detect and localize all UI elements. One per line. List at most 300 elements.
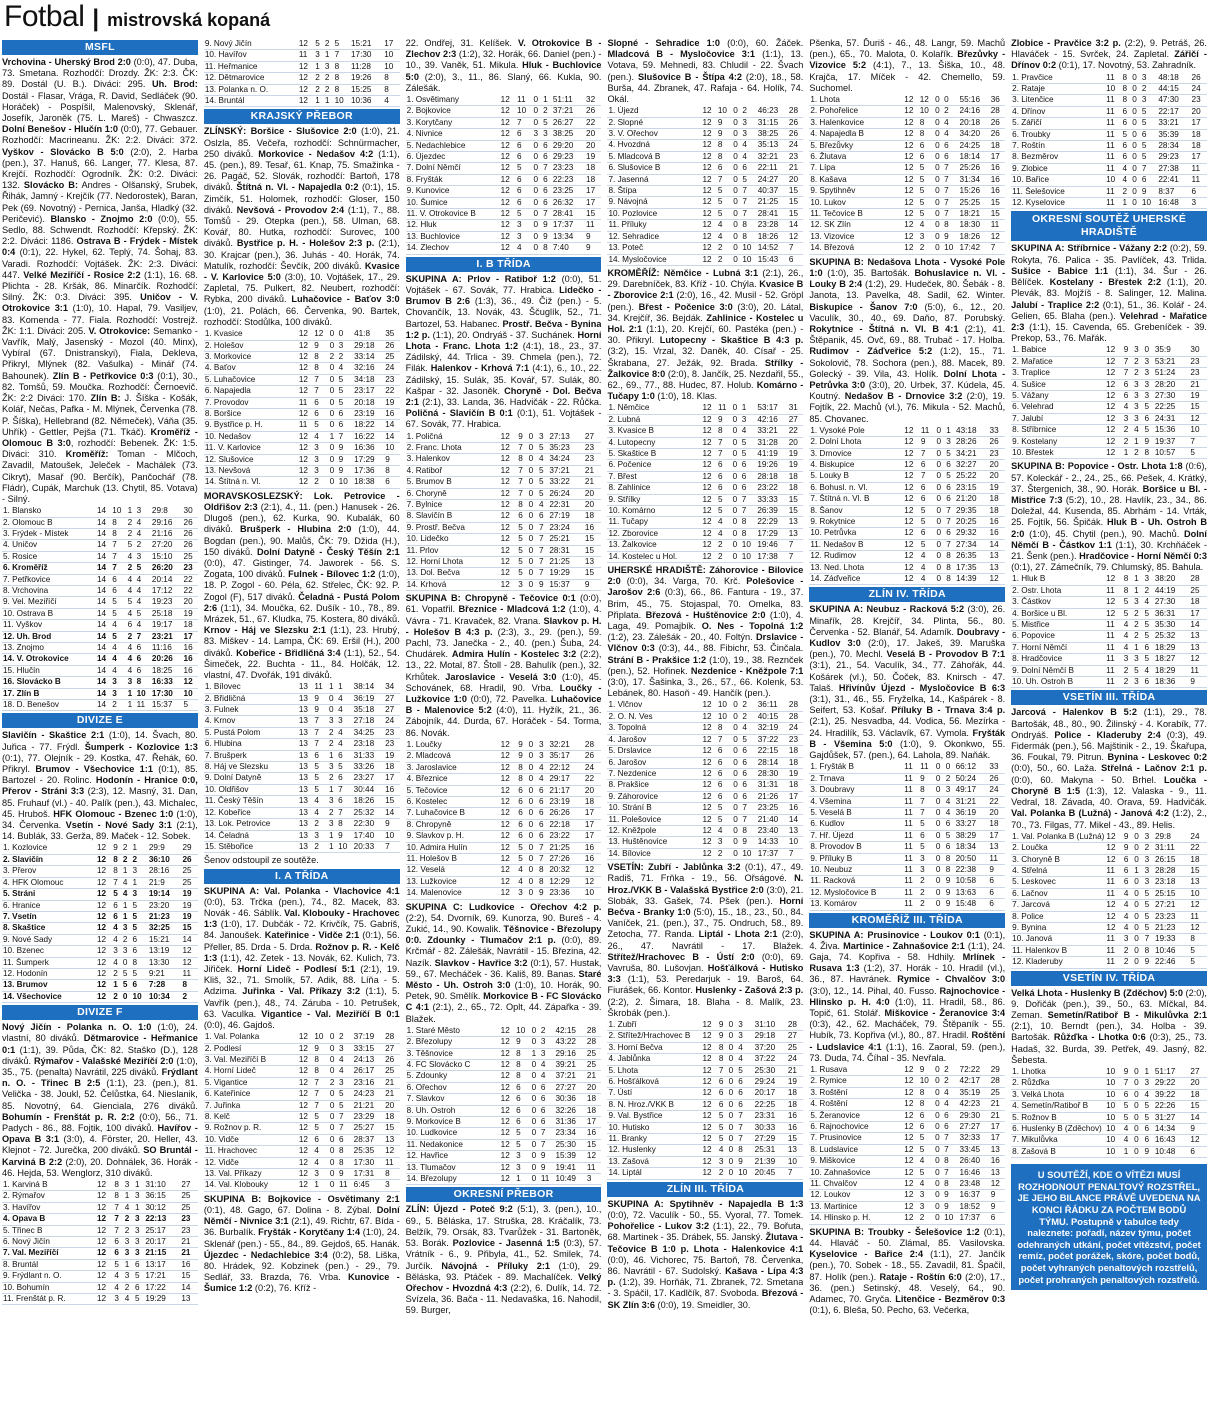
stat-cell: 12 [1105, 608, 1123, 619]
stat-cell: 46:23 [757, 106, 788, 117]
stat-cell: 6 [313, 408, 328, 419]
stat-cell: 23 [180, 1214, 197, 1225]
stat-cell: 4 [313, 1146, 329, 1157]
match-report: ZLÍN: Újezd - Poteč 9:2 (5:1), 3. (pen.), 10., 69., 5. Běláska, 17. Struška, 28. Kráčalík, 73. Belžík, 79. Orsák, 83. Tvarůžek - 31. Bartoněk, 53. Borák. Pozlovice - Jasenná 1:5 (0:3), 57. Vrátník - 6., 9. Přibyla, 41., 52. Smilek, 74. Jurčík. Návojná - Příluky 2:1 (1:0), 29. Běláska, 93. Ptáček - 89. Machalíček. Velký Ořechov - Hvozdná 4:3 (2:2), 6. Dulík, 14. 72. Svízela, 36. Bača - 11. Nedavaška, 16. Nahodil, 59. Burger, [405, 1204, 602, 1316]
stat-cell: 5 [132, 968, 148, 979]
stat-cell: 12 [903, 1099, 918, 1110]
news-column [204, 38, 400, 1404]
stat-cell: 10 [1189, 888, 1207, 899]
stat-cell: 25:21 [548, 534, 584, 545]
stat-cell: 4 [337, 727, 353, 738]
stat-cell: 37:19 [353, 1032, 384, 1043]
stat-cell: 12:29 [548, 876, 584, 887]
stat-cell: 6 [134, 1259, 144, 1270]
stat-cell: 9 [384, 454, 399, 465]
stat-cell: 0 [329, 329, 338, 340]
team-name: 5. Lhota [607, 1065, 701, 1076]
stat-cell: 4 [124, 1202, 134, 1213]
league-heading: VSETÍN III. TŘÍDA [1011, 690, 1207, 705]
stat-cell: 8 [919, 117, 934, 128]
stat-cell: 3 [919, 1190, 934, 1201]
stat-cell: 7 [111, 540, 126, 551]
stat-cell: 3 [1133, 402, 1143, 413]
stat-cell: 0 [329, 1112, 338, 1123]
table-row [2, 957, 198, 968]
stat-cell: 15:39 [554, 1151, 585, 1162]
stat-cell: 8 [334, 73, 350, 84]
stat-cell: 3 [328, 716, 337, 727]
stat-cell: 8 [717, 140, 732, 151]
table-row [2, 911, 198, 922]
stat-cell: 12 [1105, 402, 1123, 413]
table-row [406, 1117, 602, 1128]
stat-cell: 32:25 [148, 923, 182, 934]
stat-cell: 4 [540, 1060, 555, 1071]
table-row [1011, 654, 1207, 665]
team-name: 11. Nedašov B [809, 539, 903, 550]
stat-cell: 6 [1143, 413, 1153, 424]
table-row [2, 551, 198, 562]
stat-cell: 8 [945, 574, 955, 585]
stat-cell: 12 [298, 1169, 314, 1180]
stat-cell: 37:22 [757, 734, 788, 745]
team-name: 14. Val. Klobouky [204, 1180, 298, 1191]
stat-cell: 8 [542, 243, 552, 254]
stat-cell: 7 [338, 431, 353, 442]
stat-cell: 6 [515, 1082, 531, 1093]
team-name: 4. Napajedla B [809, 129, 903, 140]
stat-cell: 7 [737, 1134, 753, 1145]
stat-cell: 3 [538, 740, 548, 751]
stat-cell: 41:8 [353, 329, 384, 340]
team-name: 1. Zubří [607, 1020, 701, 1031]
stat-cell: 7 [943, 1133, 958, 1144]
stat-cell: 5 [1144, 922, 1154, 933]
table-row [1011, 413, 1207, 424]
stat-cell: 4 [337, 739, 353, 750]
stat-cell: 5 [1189, 447, 1207, 458]
stat-cell: 17 [586, 1117, 602, 1128]
stat-cell: 5 [313, 762, 328, 773]
stat-cell: 5 [517, 534, 527, 545]
stat-cell: 8 [1122, 84, 1132, 95]
stat-cell: 12 [919, 95, 934, 106]
stat-cell: 4 [741, 151, 756, 162]
stat-cell: 0 [1133, 877, 1143, 888]
stat-cell: 0 [532, 209, 542, 220]
stat-cell: 12 [903, 129, 918, 140]
stat-cell: 12 [298, 363, 313, 374]
stat-cell: 1 [1133, 585, 1143, 596]
team-name: 3. Topolná [607, 723, 701, 734]
stat-cell: 38:14 [353, 682, 384, 693]
stat-cell: 20:18 [959, 117, 990, 128]
stat-cell: 17 [383, 39, 399, 50]
stat-cell: 1 [1123, 447, 1133, 458]
stat-cell: 11 [1105, 934, 1123, 945]
stat-cell: 9 [542, 231, 552, 242]
stat-cell: 7 [1189, 436, 1207, 447]
table-row [406, 117, 602, 128]
team-name: 2. Břidličná [204, 693, 298, 704]
table-row [809, 220, 1005, 231]
stat-cell: 5 [313, 784, 328, 795]
stat-cell: 0 [532, 163, 542, 174]
stat-cell: 0 [532, 95, 542, 106]
team-name: 10. Vidče [204, 1134, 298, 1145]
stat-cell: 12 [500, 1048, 516, 1059]
stat-cell: 8 [919, 1087, 934, 1098]
stat-cell: 0 [329, 420, 338, 431]
stat-cell: 9 [338, 1169, 353, 1180]
stat-cell: 2 [111, 700, 126, 711]
stat-cell: 16 [788, 803, 803, 814]
stat-cell: 12 [96, 889, 112, 900]
team-name: 8. Hradčovice [1011, 654, 1105, 665]
team-name: 11. Racková [809, 876, 903, 887]
stat-cell: 17:30 [350, 50, 383, 61]
stat-cell: 14 [96, 517, 111, 528]
stat-cell: 6 [717, 163, 732, 174]
stat-cell: 21 [584, 477, 602, 488]
stat-cell: 26 [988, 773, 1005, 784]
stat-cell: 3 [919, 864, 935, 875]
team-name: 5. Pustá Polom [204, 727, 298, 738]
team-name: 7. Dolní Němčí [406, 163, 500, 174]
stat-cell: 12 [96, 1259, 113, 1270]
standings-table [204, 329, 400, 489]
team-name: 10. Ludkovice [406, 1128, 500, 1139]
stat-cell: 6 [1143, 642, 1153, 653]
stat-cell: 2 [945, 773, 955, 784]
stat-cell: 19 [384, 750, 400, 761]
stat-cell: 36:19 [353, 693, 384, 704]
stat-cell: 0 [934, 1156, 943, 1167]
table-row [406, 865, 602, 876]
stat-cell: 4 [136, 528, 151, 539]
stat-cell: 5 [1122, 129, 1132, 140]
stat-cell: 16 [183, 643, 198, 654]
team-name: 12. Veselá [406, 865, 500, 876]
stat-cell: 3 [516, 220, 532, 231]
stat-cell: 2 [328, 727, 337, 738]
stat-cell: 12 [1189, 1135, 1207, 1146]
table-row [1011, 390, 1207, 401]
table-row [204, 1100, 400, 1111]
team-name: 1. Staré Město [406, 1026, 500, 1037]
stat-cell: 19 [182, 911, 198, 922]
stat-cell: 8 [384, 465, 399, 476]
stat-cell: 6 [943, 1122, 958, 1133]
stat-cell: 0 [935, 762, 945, 773]
stat-cell: 11 [136, 700, 151, 711]
team-name: 8. Uh. Ostroh [406, 1105, 500, 1116]
team-name: 13. Znojmo [2, 643, 96, 654]
stat-cell: 3 [1191, 198, 1207, 209]
stat-cell: 9 [517, 740, 527, 751]
stat-cell: 6 [540, 1094, 555, 1105]
stat-cell: 7 [136, 631, 151, 642]
stat-cell: 8 [338, 1146, 353, 1157]
stat-cell: 5 [1143, 425, 1153, 436]
stat-cell: 28 [384, 1032, 400, 1043]
stat-cell: 0 [329, 1066, 338, 1077]
stat-cell: 18 [1189, 597, 1207, 608]
stat-cell: 5 [1123, 1101, 1133, 1112]
stat-cell: 4 [1123, 1124, 1133, 1135]
stat-cell: 0 [732, 814, 741, 825]
stat-cell: 6 [920, 459, 936, 470]
team-name: 2. Franc. Lhota [406, 442, 500, 453]
stat-cell: 13 [298, 762, 314, 773]
stat-cell: 12 [500, 774, 518, 785]
team-name: 5. Stráni [2, 889, 96, 900]
stat-cell: 16 [586, 1128, 602, 1139]
stat-cell: 12 [701, 1099, 717, 1110]
team-name: 2. Podlesí [204, 1043, 298, 1054]
stat-cell: 31:27 [1154, 1112, 1190, 1123]
stat-cell: 5 [919, 1167, 934, 1178]
stat-cell: 10 [334, 96, 350, 107]
stat-cell: 30 [1189, 345, 1207, 356]
stat-cell: 0 [732, 848, 741, 859]
stat-cell: 15:25 [350, 84, 383, 95]
stat-cell: 29 [990, 1065, 1005, 1076]
stat-cell: 20:17 [754, 1088, 787, 1099]
stat-cell: 51:24 [1154, 368, 1190, 379]
league-heading: DIVIZE E [2, 713, 198, 728]
stat-cell: 3 [324, 61, 334, 72]
stat-cell: 9 [538, 888, 548, 899]
table-row [406, 197, 602, 208]
stat-cell: 6 [538, 819, 548, 830]
stat-cell: 43:18 [955, 426, 989, 437]
stat-cell: 12 [500, 579, 518, 590]
team-name: 14. Březolupy [406, 1174, 500, 1185]
table-row [2, 563, 198, 574]
stat-cell: 7 [945, 517, 955, 528]
table-row [204, 1066, 400, 1077]
table-row [809, 106, 1005, 117]
table-row [809, 243, 1005, 254]
stat-cell: 7 [943, 174, 958, 185]
stat-cell: 3 [338, 1077, 353, 1088]
stat-cell: 12 [500, 174, 516, 185]
stat-cell: 14 [96, 643, 111, 654]
table-row [406, 488, 602, 499]
team-name: 9. Val. Bystřice [607, 1111, 701, 1122]
stat-cell: 14 [96, 631, 111, 642]
stat-cell: 13 [298, 693, 314, 704]
stat-cell: 26 [182, 854, 198, 865]
team-name: 6. Nový Jičín [2, 1237, 96, 1248]
stat-cell: 15 [788, 208, 803, 219]
team-name: 5. Rosice [2, 551, 96, 562]
team-name: 2. Slopné [607, 117, 701, 128]
league-heading: KROMĚŘÍŽ III. TŘÍDA [809, 913, 1005, 928]
stat-cell: 21 [384, 1089, 400, 1100]
stat-cell: 36:15 [144, 1191, 180, 1202]
stat-cell: 0 [934, 1201, 943, 1212]
stat-cell: 12 [500, 477, 518, 488]
table-row [1011, 665, 1207, 676]
team-name: 5. Březůvky [809, 140, 903, 151]
stat-cell: 13 [298, 682, 314, 693]
stat-cell: 31:10 [754, 1020, 787, 1031]
table-row [809, 437, 1005, 448]
stat-cell: 4 [1122, 163, 1132, 174]
stat-cell: 33:21 [756, 426, 787, 437]
stat-cell: 24 [584, 762, 602, 773]
stat-cell: 12 [96, 946, 112, 957]
team-name: 4. Sušice [1011, 379, 1105, 390]
stat-cell: 9 [718, 1020, 728, 1031]
stat-cell: 5 [516, 163, 532, 174]
stat-cell: 0 [732, 129, 741, 140]
stat-cell: 11 [1105, 888, 1123, 899]
table-row [809, 1167, 1005, 1178]
stat-cell: 0 [934, 1087, 943, 1098]
stat-cell: 9 [313, 705, 328, 716]
stat-cell: 2 [328, 773, 337, 784]
stat-cell: 12 [500, 853, 518, 864]
stat-cell: 5 [538, 442, 548, 453]
stat-cell: 23 [384, 374, 399, 385]
stat-cell: 14 [96, 506, 111, 517]
stat-cell: 22 [988, 796, 1005, 807]
stat-cell: 0 [1131, 198, 1141, 209]
stat-cell: 12 [701, 494, 717, 505]
stat-cell: 0 [329, 1032, 338, 1043]
team-name: 4. FC Slovácko C [406, 1060, 500, 1071]
table-row [204, 1123, 400, 1134]
stat-cell: 8 [112, 854, 122, 865]
stat-cell: 12 [500, 1082, 516, 1093]
stat-cell: 23 [183, 563, 198, 574]
team-name: 3. Velká Lhota [1011, 1089, 1105, 1100]
stat-cell: 25:27 [353, 1123, 384, 1134]
stat-cell: 7 [313, 386, 328, 397]
stat-cell: 0 [732, 757, 741, 768]
stat-cell: 13 [788, 825, 803, 836]
table-row [809, 830, 1005, 841]
stat-cell: 12 [903, 174, 918, 185]
stat-cell: 37:20 [754, 1042, 787, 1053]
table-row [406, 1105, 602, 1116]
stat-cell: 5 [338, 397, 353, 408]
stat-cell: 12 [701, 403, 717, 414]
stat-cell: 19:26 [350, 73, 383, 84]
league-heading: I. A TŘÍDA [204, 869, 400, 884]
table-row [607, 1054, 803, 1065]
stat-cell: 4 [538, 774, 548, 785]
team-name: 10. Bzenec [2, 946, 96, 957]
stat-cell: 3 [337, 716, 353, 727]
team-name: 6. Hošťálková [607, 1077, 701, 1088]
table-row [809, 1144, 1005, 1155]
stat-cell: 11 [1105, 129, 1121, 140]
team-name: 4. Uničov [2, 540, 96, 551]
team-name: 14. Čeladná [204, 830, 298, 841]
team-name: 7. Vsetín [2, 911, 96, 922]
stat-cell: 4 [1123, 1135, 1133, 1146]
team-name: 13. Lužkovice [406, 876, 500, 887]
stat-cell: 4 [112, 934, 122, 945]
stat-cell: 4 [383, 96, 399, 107]
stat-cell: 7 [741, 494, 757, 505]
stat-cell: 8 [338, 1157, 353, 1168]
table-row [406, 163, 602, 174]
stat-cell: 12 [701, 448, 717, 459]
stat-cell: 23:34 [554, 1128, 585, 1139]
stat-cell: 6 [313, 750, 328, 761]
stat-cell: 15 [990, 197, 1005, 208]
news-column [607, 38, 803, 1404]
stat-cell: 26 [183, 528, 198, 539]
stat-cell: 13 [298, 750, 314, 761]
stat-cell: 12 [500, 876, 518, 887]
stat-cell: 1 [112, 980, 122, 991]
table-row [2, 968, 198, 979]
stat-cell: 1 [124, 1191, 134, 1202]
stat-cell: 5 [718, 1122, 728, 1133]
table-row [809, 459, 1005, 470]
stat-cell: 10:48 [1154, 1146, 1190, 1157]
stat-cell: 12 [903, 459, 920, 470]
stat-cell: 15:21 [350, 39, 383, 50]
stat-cell: 25:22 [955, 471, 989, 482]
stat-cell: 9 [943, 231, 958, 242]
stat-cell: 27:29 [754, 1134, 787, 1145]
stat-cell: 21:25 [548, 842, 584, 853]
stat-cell: 28 [788, 700, 803, 711]
team-name: 11. Prlov [406, 545, 500, 556]
stat-cell: 8 [334, 61, 350, 72]
team-name: 13. Ned. Lhota [809, 562, 903, 573]
stat-cell: 5 [515, 1128, 531, 1139]
stat-cell: 0 [328, 705, 337, 716]
stat-cell: 7 [313, 739, 328, 750]
stat-cell: 10:49 [554, 1174, 585, 1185]
stat-cell: 24 [788, 723, 803, 734]
stat-cell: 12 [903, 95, 918, 106]
stat-cell: 5 [945, 448, 955, 459]
stat-cell: 12 [96, 1191, 113, 1202]
stat-cell: 17:30 [353, 1157, 384, 1168]
team-name: 4. Střelná [1011, 865, 1105, 876]
standings-table [1011, 345, 1207, 459]
stat-cell: 5 [132, 900, 148, 911]
stat-cell: 10 [787, 1156, 803, 1167]
stat-cell: 9 [338, 454, 353, 465]
stat-cell: 12 [298, 1043, 314, 1054]
stat-cell: 9 [1189, 677, 1207, 688]
stat-cell: 12 [1105, 854, 1123, 865]
stat-cell: 28 [586, 1037, 602, 1048]
stat-cell: 0 [1133, 945, 1143, 956]
stat-cell: 0 [528, 831, 538, 842]
table-row [406, 454, 602, 465]
team-name: 9. Záhorovice [607, 791, 701, 802]
table-row [607, 186, 803, 197]
stat-cell: 22:26 [1154, 1101, 1190, 1112]
stat-cell: 2 [313, 819, 328, 830]
stat-cell: 4 [127, 551, 136, 562]
stat-cell: 19:37 [1154, 436, 1190, 447]
stat-cell: 12 [1105, 447, 1123, 458]
stat-cell: 0 [934, 1179, 943, 1190]
stat-cell: 7 [741, 208, 756, 219]
